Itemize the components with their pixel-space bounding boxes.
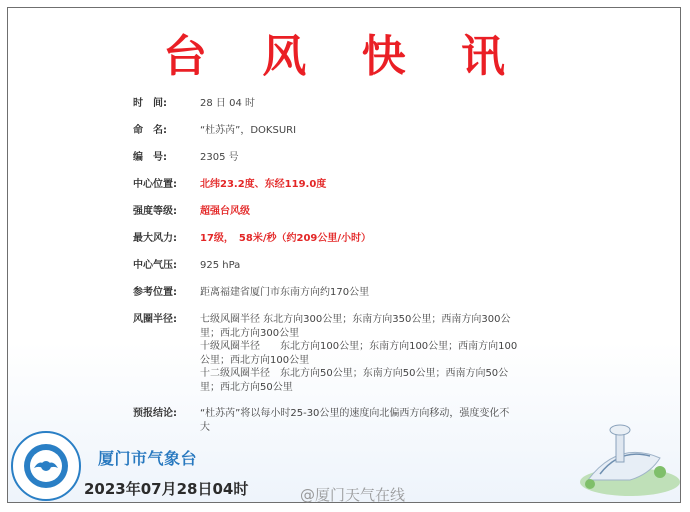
weibo-watermark: @厦门天气在线 <box>300 486 406 504</box>
building-illustration <box>570 410 680 500</box>
field-label: 强度等级: <box>133 206 177 217</box>
meteorological-bureau-logo <box>10 430 82 502</box>
field-value: 距离福建省厦门市东南方向约170公里 <box>200 287 370 298</box>
field-label: 命 名: <box>133 125 167 136</box>
field-label: 中心气压: <box>133 260 177 271</box>
field-label: 预报结论: <box>133 408 177 419</box>
wind-radius-line: 十二级风圈半径 东北方向50公里；东南方向50公里；西南方向50公里；西北方向50公里 <box>200 368 509 393</box>
wind-radius-lines <box>200 313 518 394</box>
issue-datetime: 2023年07月28日04时 <box>84 480 249 498</box>
field-value: 北纬23.2度、东经119.0度 <box>200 179 327 190</box>
field-label: 编 号: <box>133 152 167 163</box>
field-value: “杜苏芮”将以每小时25-30公里的速度向北偏西方向移动，强度变化不大 <box>200 408 510 433</box>
field-value: 28 日 04 时 <box>200 98 255 109</box>
field-value: 2305 号 <box>200 152 239 163</box>
field-label: 风圈半径: <box>133 314 177 325</box>
wind-radius-line: 十级风圈半径 东北方向100公里；东南方向100公里；西南方向100公里；西北方向100公里 <box>200 341 518 366</box>
title-band <box>8 8 680 83</box>
field-value: “杜苏芮”，DOKSURI <box>200 125 297 136</box>
field-label: 时 间: <box>133 98 167 109</box>
field-value: 17级， 58米/秒（约209公里/小时） <box>200 233 372 244</box>
field-value: 925 hPa <box>200 260 241 271</box>
field-value: 超强台风级 <box>200 206 250 217</box>
field-label: 中心位置: <box>133 179 177 190</box>
field-label: 参考位置: <box>133 287 177 298</box>
field-label: 最大风力: <box>133 233 177 244</box>
org-name: 厦门市气象台 <box>98 449 198 468</box>
wind-radius-line: 七级风圈半径 东北方向300公里；东南方向350公里；西南方向300公里；西北方向300公里 <box>200 314 511 339</box>
bulletin-title: 台 风 快 讯 <box>163 31 525 82</box>
